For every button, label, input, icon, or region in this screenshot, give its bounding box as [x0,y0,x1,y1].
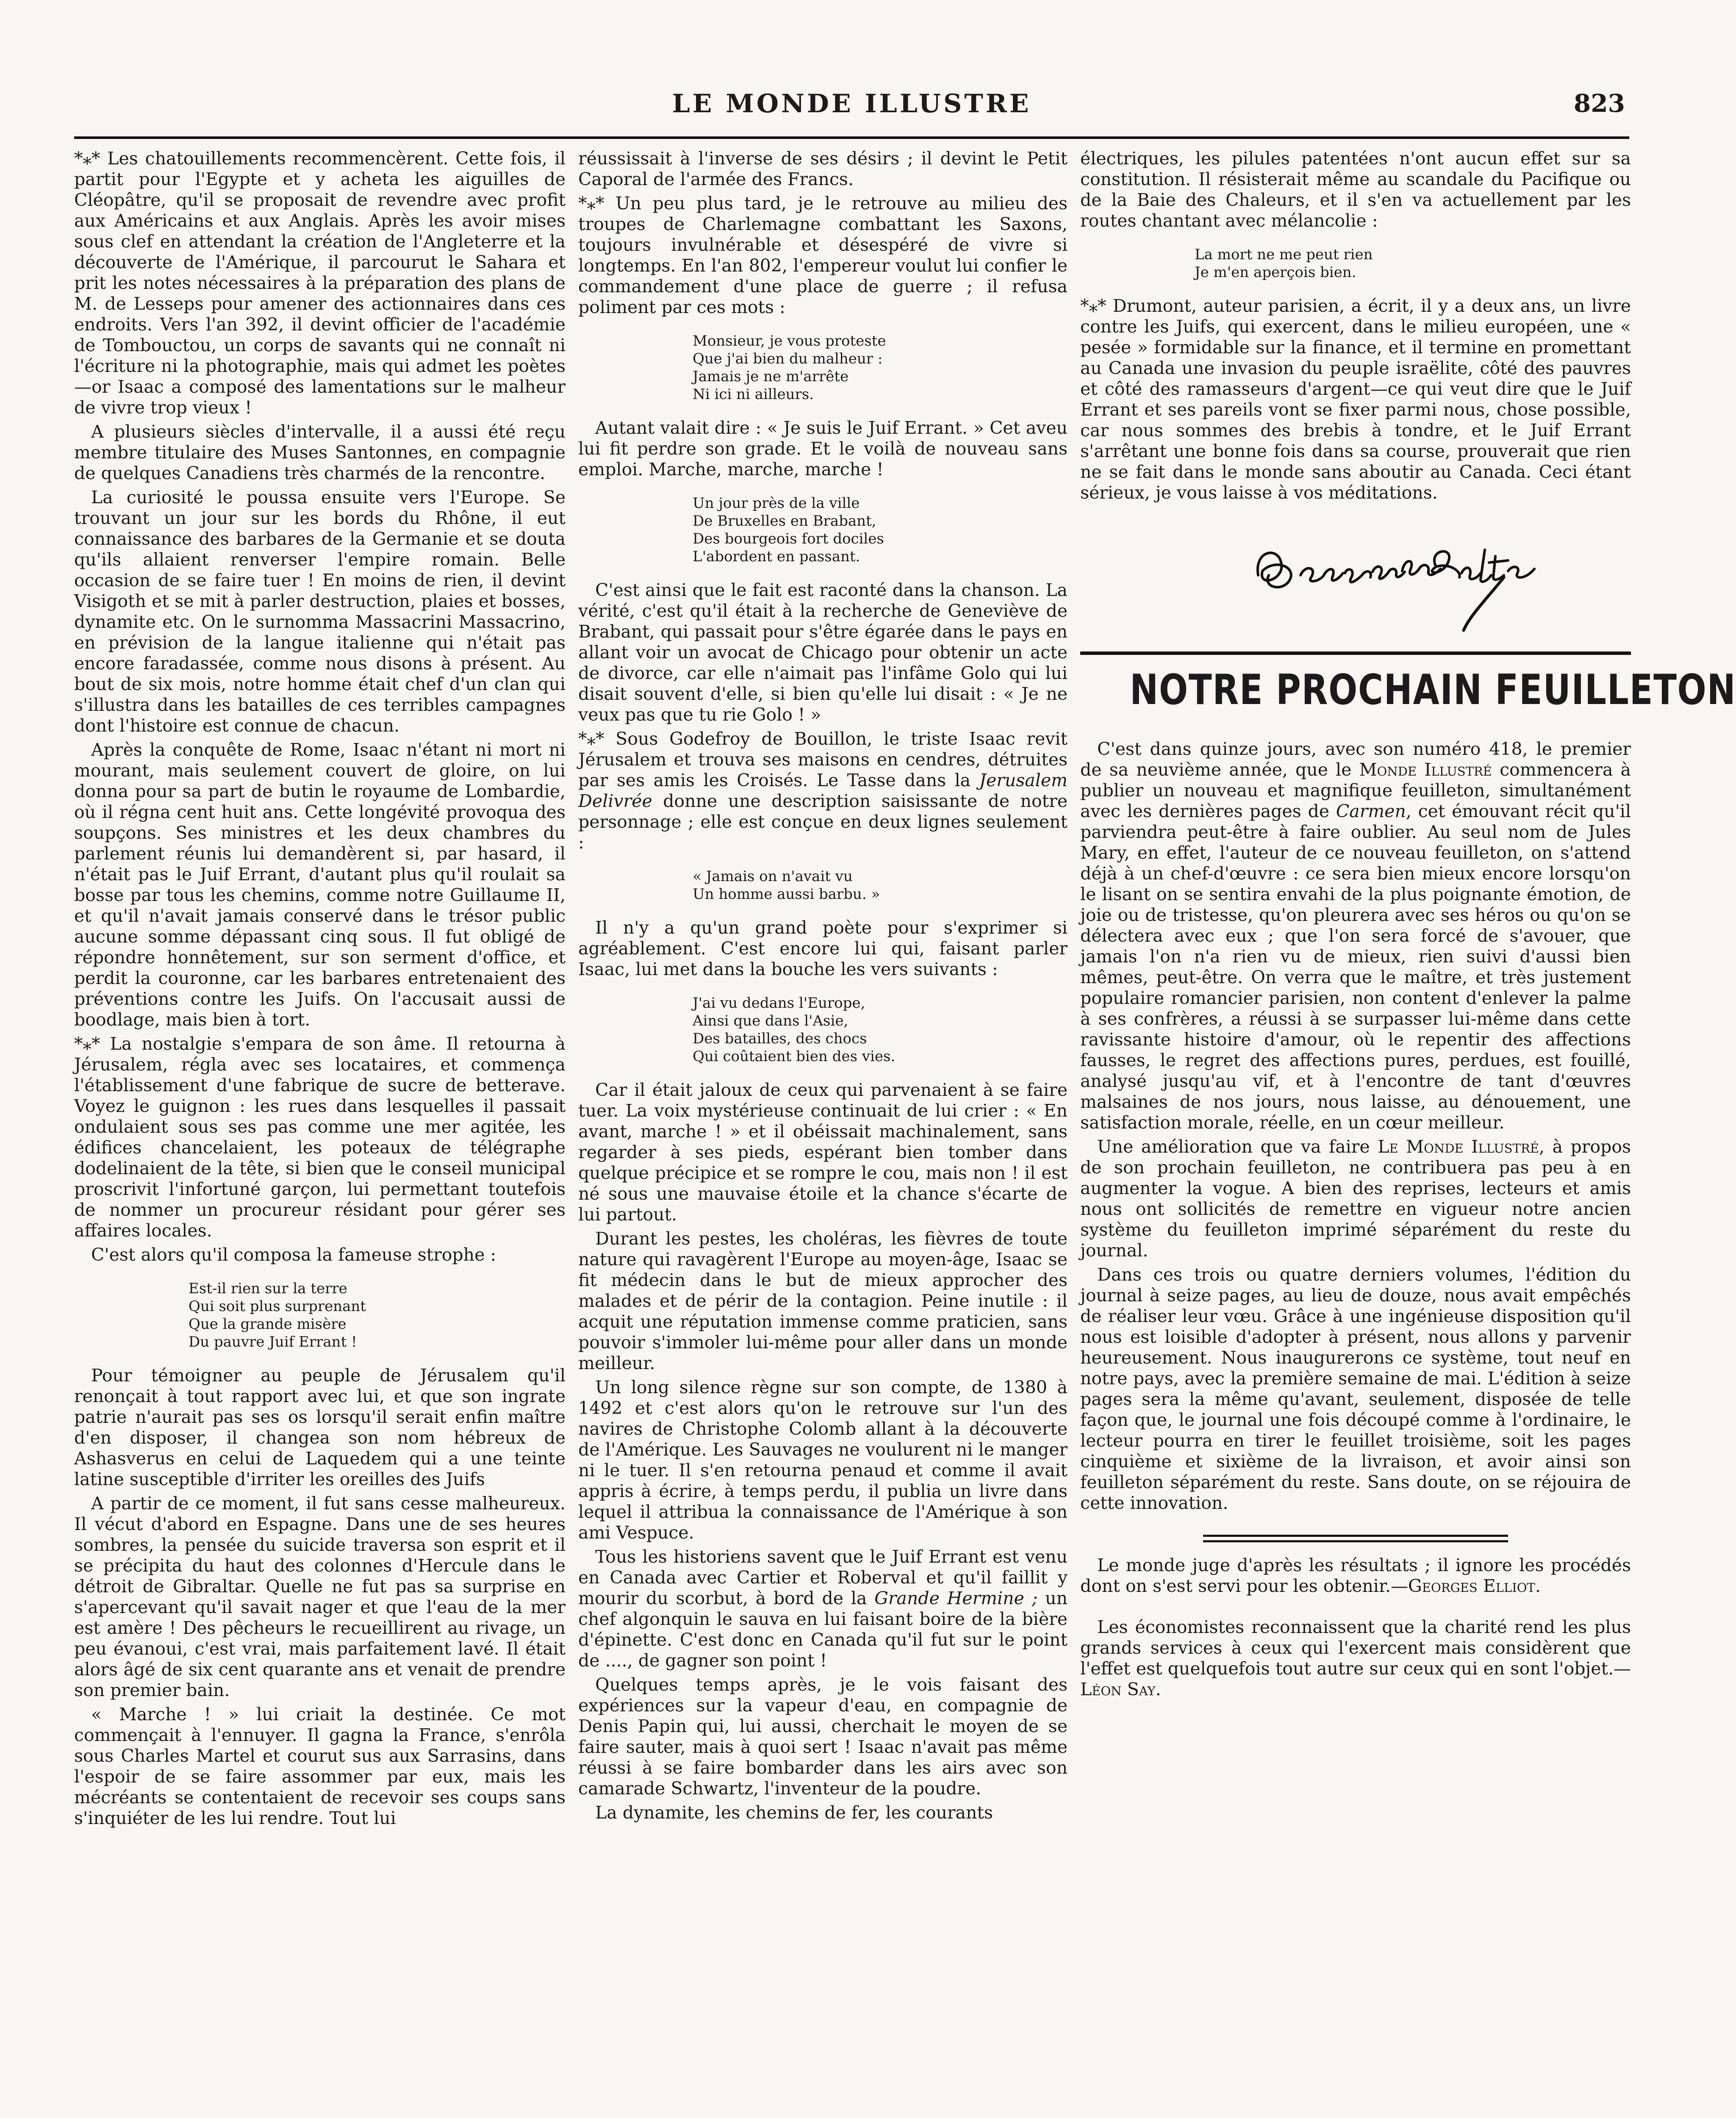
paragraph: A partir de ce moment, il fut sans cesse malheureux. Il vécut d'abord en Espagne. Dans une de ses heures sombres, la pensée du suicide traversa son esprit et il se précipita du haut des colonnes d'Hercule dans le détroit de Gibraltar. Quelle ne fut pas sa surprise en s'apercevant qu'il savait nager et que l'eau de la mer est amère ! Des pêcheurs le recueillirent au rivage, un peu évanoui, c'est vrai, mais parfaitement lavé. Il était alors âgé de six cent quarante ans et venait de prendre son premier bain. [74,1493,566,1700]
verse-line: De Bruxelles en Brabant, [693,513,876,530]
rule-line [1203,1540,1508,1542]
spacer [1080,1600,1631,1617]
text-run: Une amélioration que va faire [1097,1137,1378,1157]
paragraph [578,1547,1068,1671]
section-heading: NOTRE PROCHAIN FEUILLETON [1130,666,1736,714]
paragraph: La dynamite, les chemins de fer, les courants [595,1802,993,1823]
text-run: , cet émouvant récit qu'il parviendra peut-être à faire oublier. Au seul nom de Jules Mary, en effet, l'auteur de ce nouveau feuilleton, on s'attend déjà à un chef-d'œuvre : ce sera bien mieux encore lorsqu'on le lisant on se sentira envahi de la plus poignante émotion, de joie ou de tristesse, qu'on pleurera avec ses héros ou qu'on se délectera avec eux ; que l'on sera forcé de s'avouer, que jamais l'on n'a rien vu de mieux, rien suivi d'aussi bien mêmes, peut-être. On verra que le maître, et très justement populaire romancier parisien, non content d'enlever la palme à ses confrères, a réussi à se surpasser lui-même dans cette ravissante histoire d'amour, où le repentir des affections fausses, le regret des affections pures, perdues, est fouillé, analysé jusqu'au vif, et à l'encontre de tant d'œuvres malsaines de nos jours, nous laisse, au dénouement, une satisfaction morale, réelle, en un cœur meilleur. [1080,801,1631,1133]
section-rule [1080,651,1631,655]
paragraph: *⁎* La nostalgie s'empara de son âme. Il retourna à Jérusalem, régla avec ses locataires, et commença l'établissement d'une fabrique de sucre de betterave. Voyez le guignon : les rues dans lesquelles il passait ondulaient sous ses pas comme une mer agitée, les édifices chancelaient, les poteaux de télégraphe dodelinaient de la tête, si bien que le conseil municipal proscrivit l'infortuné garçon, lui permettant toutefois de nommer un procureur résidant pour gérer ses affaires locales. [74,1034,566,1241]
publication-name: Le Monde Illustré [1378,1137,1539,1157]
paragraph: *⁎* Les chatouillements recommencèrent. Cette fois, il partit pour l'Egypte et y acheta les aiguilles de Cléopâtre, qu'il se proposait de revendre avec profit aux Américains et aux Anglais. Après les avoir mises sous clef en attendant la création de l'Angleterre et la découverte de l'Amérique, il parcourut le Sahara et prit les notes nécessaires à la préparation des plans de M. de Lesseps pour amener des actionnaires dans ces endroits. Vers l'an 392, il devint officier de l'académie de Tombouctou, un corps de savants qui ne connaît ni l'écriture ni la photographie, mais qui admet les poètes—or Isaac a composé des lamentations sur le malheur de vivre trop vieux ! [74,148,566,418]
text-run: un chef algonquin le sauva en lui faisant boire de la bière d'épinette. C'est donc en Canada qu'il fut sur le point de ...., de gagner son point ! [578,1588,1068,1671]
paragraph: C'est alors qu'il composa la fameuse strophe : [91,1245,496,1265]
paragraph: La curiosité le poussa ensuite vers l'Europe. Se trouvant un jour sur les bords du Rhône, il eut connaissance des barbares de la Germanie et se douta qu'ils allaient renverser l'empire romain. Belle occasion de se faire tuer ! En moins de rien, il devint Visigoth et se mit à parler destruction, plaies et bosses, dynamite etc. On le surnomma Massacrini Massacrino, en prévision de la langue italienne qui n'était pas encore faradassée, comme nous disons à présent. Au bout de six mois, notre homme était chef d'un clan qui s'illustra dans les batailles de ces terribles campagnes dont l'histoire est connue de chacun. [74,487,566,736]
verse-line: Un homme aussi barbu. » [693,886,880,903]
verse-block [693,494,1068,566]
verse-line: « Jamais on n'avait vu [693,868,853,885]
verse-line: Qui soit plus surprenant [189,1298,366,1315]
paragraph: Il n'y a qu'un grand poète pour s'exprimer si agréablement. C'est encore lui qui, faisant parler Isaac, lui met dans la bouche les vers suivants : [578,918,1068,979]
masthead-title: LE MONDE ILLUSTRE [672,89,1032,119]
text-run: *⁎* Sous Godefroy de Bouillon, le triste Isaac revit Jérusalem et trouva ses maisons en cendres, détruites par ses amis les Croisés. Le Tasse dans la [578,729,1068,790]
column-3 [1080,148,1736,2118]
italic-title: Jerusalem Delivrée [578,770,1068,811]
paragraph: Un long silence règne sur son compte, de 1380 à 1492 et c'est alors qu'on le retrouve sur l'un des navires de Christophe Colomb allant à la découverte de l'Amérique. Les Sauvages ne voulurent ni le manger ni le tuer. Il s'en retourna penaud et comme il avait appris à écrire, à temps perdu, il publia un livre dans lequel il attribua la connaissance de l'Amérique à son ami Vespuce. [578,1377,1068,1543]
rule-line [1203,1535,1508,1537]
verse-line: Est-il rien sur la terre [189,1280,347,1297]
publication-name: Monde Illustré [1359,760,1492,780]
italic-title: Grande Hermine ; [874,1588,1038,1608]
paragraph [578,729,1068,853]
verse-line: Je m'en aperçois bien. [1195,264,1356,281]
page-header [74,89,1629,131]
verse-block [189,1280,566,1351]
verse-line: Que la grande misère [189,1316,347,1333]
signature-image [1250,524,1546,635]
verse-block [693,332,1068,403]
double-rule [1203,1535,1508,1542]
paragraph: C'est ainsi que le fait est raconté dans la chanson. La vérité, c'est qu'il était à la recherche de Geneviève de Brabant, qui passait pour s'être égarée dans le pays en allant voir un avocat de Chicago pour obtenir un acte de divorce, car elle n'aimait pas l'infâme Golo qui lui disait souvent d'elle, si bien qu'elle lui disait : « Je ne veux pas que tu rie Golo ! » [578,580,1068,725]
paragraph: Après la conquête de Rome, Isaac n'étant ni mort ni mourant, mais seulement couvert de gloire, on lui donna pour sa part de butin le royaume de Lombardie, où il régna cent huit ans. Cette longévité provoqua des soupçons. Ses ministres et les deux chambres du parlement réunis lui demandèrent si, par hasard, il n'était pas le Juif Errant, d'autant plus qu'il roulait sa bosse par tous les chemins, comme notre Guillaume II, et qu'il n'avait jamais conservé dans le trésor public aucune somme dépassant cinq sous. Il fut obligé de répondre honnêtement, sur son serment d'office, et perdit la couronne, car les barbares entretenaient des préventions contre les Juifs. On l'accusait aussi de boodlage, mais bien à tort. [74,740,566,1030]
text-run: , à propos de son prochain feuilleton, ne contribuera pas peu à en augmenter la vogue. A bien des reprises, lecteurs et amis nous ont sollicités de remettre en vigueur notre ancien système du feuilleton imprimé séparément du reste du journal. [1080,1137,1631,1261]
page-number: 823 [1573,89,1625,118]
paragraph: Pour témoigner au peuple de Jérusalem qu'il renonçait à tout rapport avec lui, et que son ingrate patrie n'aurait pas ses os lorsqu'il serait enfin maître d'en disposer, il changea son nom hébreux de Ashasverus en celui de Laquedem qui a une teinte latine susceptible d'irriter les oreilles des Juifs [74,1365,566,1489]
text-run: C'est dans quinze jours, avec son numéro 418, le premier de sa neuvième année, que le [1080,739,1631,780]
paragraph: Autant valait dire : « Je suis le Juif Errant. » Cet aveu lui fit perdre son grade. Et le voilà de nouveau sans emploi. Marche, marche, marche ! [578,418,1068,480]
verse-line: Des batailles, des chocs [693,1030,867,1047]
text-run: Les économistes reconnaissent que la charité rend les plus grands services à ceux qui l'exercent mais considèrent que l'effet est quelquefois tout autre sur ceux qui en sont l'objet.— [1080,1617,1631,1679]
verse-block [693,994,1068,1065]
italic-title: Carmen [1336,801,1406,821]
paragraph: *⁎* Un peu plus tard, je le retrouve au milieu des troupes de Charlemagne combattant les Saxons, toujours invulnérable et désespéré de vivre si longtemps. En l'an 802, l'empereur voulut lui confier le commandement d'une place de guerre ; il refusa poliment par ces mots : [578,193,1068,317]
paragraph: *⁎* Drumont, auteur parisien, a écrit, il y a deux ans, un livre contre les Juifs, qui exercent, dans le milieu européen, une « pesée » formidable sur la finance, et il termine en promettant au Canada une invasion du peuple israëlite, côté des pauvres et côté des ramasseurs d'argent—ce qui veut dire que le Juif Errant et ses pareils vont se fixer parmi nous, chose possible, car nous sommes des brebis à tondre, et le Juif Errant s'arrêtant une bonne fois dans sa course, prouverait que rien ne se fait dans le monde sans aboutir au Canada. Ceci étant sérieux, je vous laisse à vos méditations. [1080,296,1631,503]
verse-line: Un jour près de la ville [693,495,860,512]
verse-line: Que j'ai bien du malheur : [693,350,883,367]
quote [1080,1617,1631,1700]
paragraph: A plusieurs siècles d'intervalle, il a aussi été reçu membre titulaire des Muses Santonnes, en compagnie de quelques Canadiens très charmés de la rencontre. [74,421,566,483]
text-run: Tous les historiens savent que le Juif Errant est venu en Canada avec Cartier et Roberval et qu'il faillit y mourir du scorbut, à bord de la [578,1547,1068,1608]
text-run: commencera à publier un nouveau et magnifique feuilleton, simultanément avec les dernières pages de [1080,760,1631,821]
quote-author: Léon Say. [1080,1679,1161,1699]
verse-block [693,868,1068,903]
paragraph: Quelques temps après, je le vois faisant des expériences sur la vapeur d'eau, en compagnie de Denis Papin qui, lui aussi, cherchait le moyen de se faire sauter, mais à quoi sert ! Isaac n'avait pas même réussi à se faire bombarder dans les airs avec son camarade Schwartz, l'inventeur de la poudre. [578,1674,1068,1799]
paragraph: Dans ces trois ou quatre derniers volumes, l'édition du journal à seize pages, au lieu de douze, nous avait empêchés de réaliser leur vœu. Grâce à une ingénieuse disposition qu'il nous est loisible d'adopter à présent, nous allons y parvenir heureusement. Nous inaugurerons ce système, tout neuf en notre pays, avec la première semaine de mai. L'édition à seize pages sera la même qu'avant, seulement, disposée de telle façon que, le journal une fois découpé comme à l'ordinaire, le lecteur pourra en tirer le feuillet troisième, soit les pages cinquième et sixième de la livraison, et avoir ainsi son feuilleton séparément du reste. Sans doute, on se réjouira de cette innovation. [1080,1264,1631,1513]
paragraph [1080,1137,1631,1261]
header-rule [74,136,1629,139]
column-2 [578,148,1068,2118]
verse-line: Qui coûtaient bien des vies. [693,1048,896,1065]
paragraph: électriques, les pilules patentées n'ont aucun effet sur sa constitution. Il résisterait même au scandale du Pacifique ou de la Baie des Chaleurs, et il s'en va actuellement par les routes chantant avec mélancolie : [1080,148,1631,231]
column-1 [74,148,566,2118]
text-run: donne une description saisissante de notre personnage ; elle est conçue en deux lignes seulement : [578,791,1068,853]
paragraph: Car il était jaloux de ceux qui parvenaient à se faire tuer. La voix mystérieuse continuait de lui crier : « En avant, marche ! » et il obéissait machinalement, sans regarder à ses pieds, espérant bien tomber dans quelque précipice et se rompre le cou, mais non ! il est né sous une mauvaise étoile et la chance s'écarte de lui partout. [578,1080,1068,1225]
verse-line: Des bourgeois fort dociles [693,530,884,547]
signature-area [1080,516,1631,643]
quote-author: Georges Elliot. [1408,1576,1541,1596]
quote [1080,1555,1631,1597]
paragraph: Durant les pestes, les choléras, les fièvres de toute nature qui ravagèrent l'Europe au moyen-âge, Isaac se fit médecin dans le but de mieux approcher des malades et de périr de la contagion. Peine inutile : il acquit une réputation immense comme praticien, sans pouvoir s'immoler lui-même pour aller dans un monde meilleur. [578,1228,1068,1373]
verse-line: Ni ici ni ailleurs. [693,386,814,403]
verse-line: Ainsi que dans l'Asie, [693,1012,849,1029]
verse-line: J'ai vu dedans l'Europe, [693,995,865,1012]
verse-block [1195,246,1631,281]
text-run: Le monde juge d'après les résultats ; il ignore les procédés dont on s'est servi pour les obtenir.— [1080,1555,1631,1596]
verse-line: L'abordent en passant. [693,548,860,565]
verse-line: Monsieur, je vous proteste [693,333,886,349]
verse-line: Jamais je ne m'arrête [693,368,849,385]
verse-line: La mort ne me peut rien [1195,246,1373,263]
paragraph: « Marche ! » lui criait la destinée. Ce mot commençait à l'ennuyer. Il gagna la France, s'enrôla sous Charles Martel et courut sus aux Sarrasins, dans l'espoir de se faire assommer par eux, mais les mécréants se contentaient de recevoir ses coups sans s'inquiéter de les lui rendre. Tout lui [74,1704,566,1828]
paragraph [1080,739,1631,1133]
paragraph: réussissait à l'inverse de ses désirs ; il devint le Petit Caporal de l'armée des Francs. [578,148,1068,189]
verse-line: Du pauvre Juif Errant ! [189,1333,357,1350]
